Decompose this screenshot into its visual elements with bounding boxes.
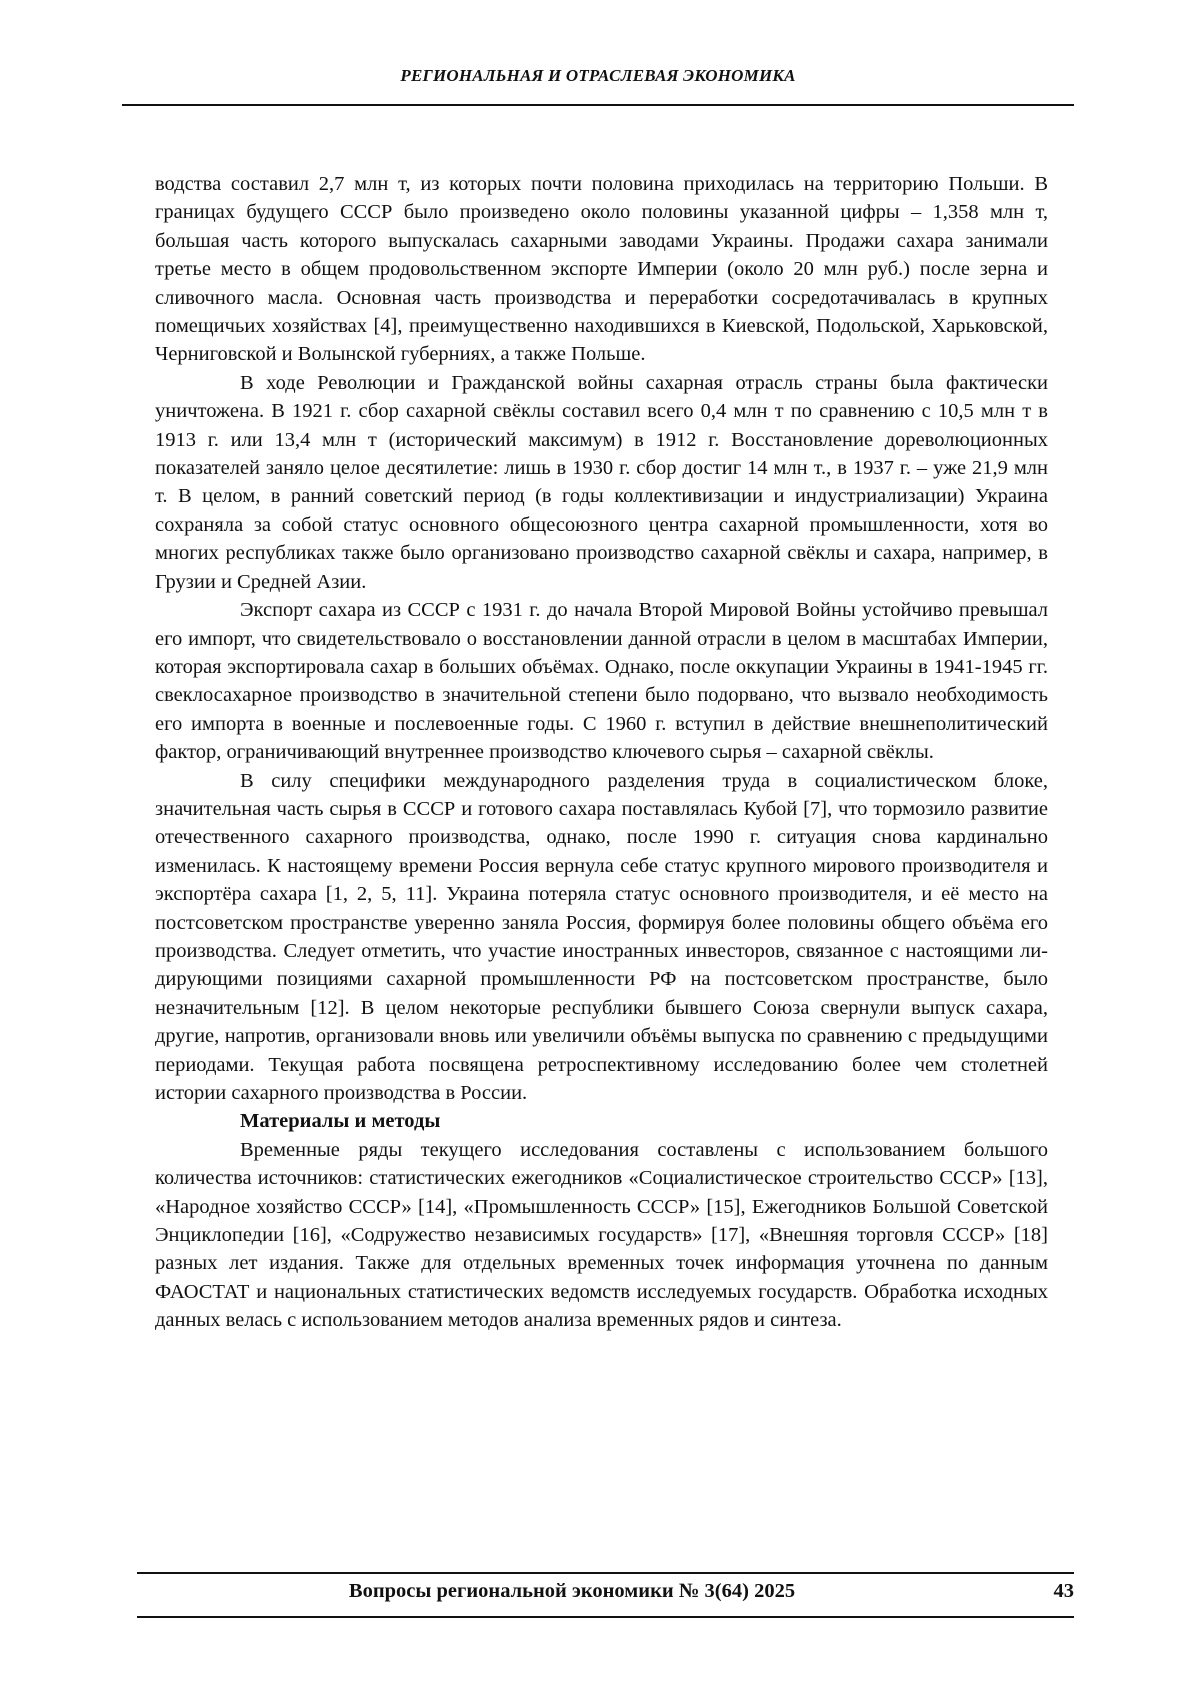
paragraph-methods: Временные ряды текущего исследования составлены с использованием большого количества источников: статистических ежегодников «Социалистическое строительство СССР» [13], «Народное хозяйство СССР» [14], «Промышленность СССР» [15], Ежегодников Большой Советской Энциклопедии [16], «Содружество независимых государств» [17], «Внешняя торговля СССР» [18] разных лет издания. Также для отдельных временных точек информация уточнена по данным ФАОСТАТ и национальных статистических ведомств исследуемых государств. Обработка исходных данных велась с использованием методов анализа временных рядов и синтеза. xyxy=(155,1138,1048,1332)
running-header: РЕГИОНАЛЬНАЯ И ОТРАСЛЕВАЯ ЭКОНОМИКА xyxy=(400,66,796,85)
footer-rule-bottom xyxy=(137,1616,1074,1618)
paragraph-4: В силу специфики международного разделения труда в социалистическом блоке, значительная часть сырья в СССР и готового сахара поставлялась Кубой [7], что тормозило развитие отечественного сахарного производства, однако, после 1990 г. ситуация снова кардинально изменилась. К настоящему времени Россия вернула себе статус крупного мирового производителя и экспортёра сахара [1, 2, 5, 11]. Украина потеряла статус основного производителя, и её место на постсоветском пространстве уверенно заняла Россия, формируя более половины общего объёма его производства. Следует отметить, что участие иностранных инвесторов, связанное с настоящими лидирующими позициями сахарной промышленности РФ на постсоветском пространстве, было незначительным [12]. В целом некоторые республики бывшего Союза свернули выпуск сахара, другие, напротив, организовали вновь или увеличили объёмы выпуска по сравнению с предыдущими периодами. Текущая работа посвящена ретроспективному исследованию более чем столетней истории сахарного производства в России. xyxy=(155,769,1048,1104)
paragraph-3: Экспорт сахара из СССР с 1931 г. до начала Второй Мировой Войны устойчиво превышал его импорт, что свидетельствовало о восстановлении данной отрасли в целом в масштабах Империи, которая экспортировала сахар в больших объёмах. Однако, после оккупации Украины в 1941-1945 гг. свеклосахарное производство в значительной степени было подорвано, что вызвало необходимость его импорта в военные и послевоенные годы. С 1960 г. вступил в действие внешнеполитический фактор, ограничивающий внутреннее производство ключевого сырья – сахарной свёклы. xyxy=(155,599,1048,764)
paragraph-1: водства составил 2,7 млн т, из которых почти половина приходилась на территорию Польши. В границах будущего СССР было произведено около половины указанной цифры – 1,358 млн т, большая часть которого выпускалась сахарными заводами Украины. Продажи сахара занимали третье место в общем продовольственном экспорте Империи (около 20 млн руб.) после зерна и сливочного масла. Основная часть производства и переработки сосредотачивалась в крупных помещичьих хозяйствах [4], преимущественно находившихся в Киевской, Подольской, Харьковской, Черниговской и Волынской губерниях, а также Польше. xyxy=(155,173,1048,366)
page-number: 43 xyxy=(1053,1580,1074,1602)
header-rule xyxy=(122,104,1074,106)
article-body xyxy=(155,170,1048,1335)
footer-rule-top xyxy=(137,1572,1074,1574)
section-heading-materials-methods: Материалы и методы xyxy=(240,1110,441,1133)
footer-journal-title: Вопросы региональной экономики № 3(64) 2025 xyxy=(348,1580,796,1602)
paragraph-2: В ходе Революции и Гражданской войны сахарная отрасль страны была фактически уничтожена. В 1921 г. сбор сахарной свёклы составил всего 0,4 млн т по сравнению с 10,5 млн т в 1913 г. или 13,4 млн т (исторический максимум) в 1912 г. Восстановление дореволюционных показателей заняло целое десятилетие: лишь в 1930 г. сбор достиг 14 млн т., в 1937 г. – уже 21,9 млн т. В целом, в ранний советский период (в годы коллективизации и индустриализации) Украина сохраняла за собой статус основного общесоюзного центра сахарной промышленности, хотя во многих республиках также было организовано производство сахарной свёклы и сахара, например, в Грузии и Средней Азии. xyxy=(155,371,1048,593)
